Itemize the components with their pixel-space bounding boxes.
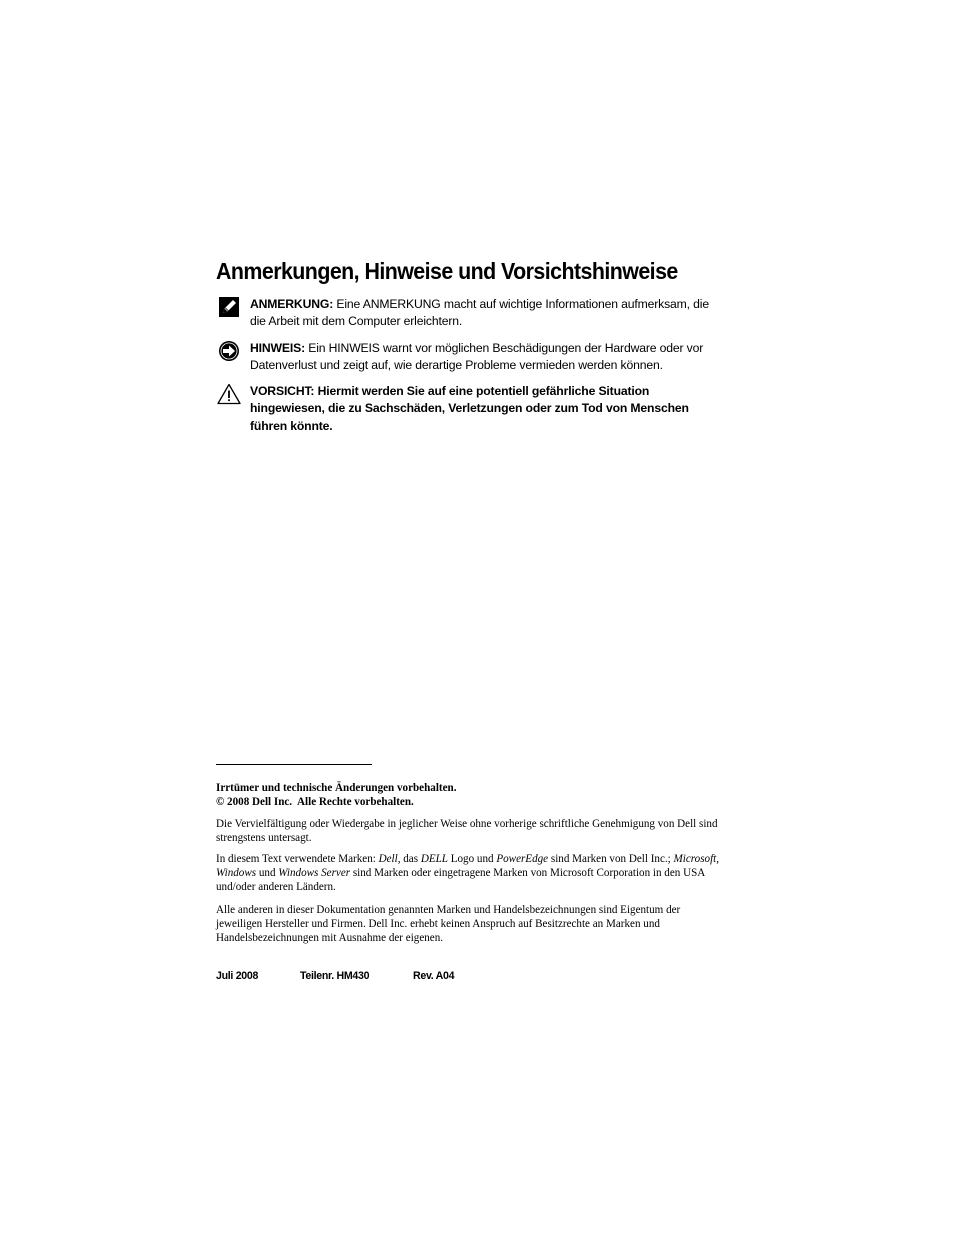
trademark-segment: sind Marken von Dell Inc.;	[548, 853, 674, 865]
note-body: Eine ANMERKUNG macht auf wichtige Informationen aufmerksam, die die Arbeit mit dem Computer erleichtern.	[250, 297, 709, 329]
notice-label: HINWEIS:	[250, 341, 305, 355]
page-title: Anmerkungen, Hinweise und Vorsichtshinweise	[216, 258, 678, 284]
other-marks-notice	[216, 903, 721, 946]
trademark-text	[216, 852, 721, 895]
trademark-segment: sind Marken oder eingetragene Marken von Microsoft Corporation in den USA und/oder anderen Ländern.	[216, 867, 705, 894]
footnote-divider	[216, 764, 372, 765]
note-text	[250, 296, 721, 331]
trademark-segment: , das	[397, 853, 421, 865]
pencil-note-icon	[216, 296, 242, 318]
trademark-microsoft: Microsoft	[673, 853, 717, 865]
reproduction-notice	[216, 817, 721, 845]
trademark-segment: In diesem Text verwendete Marken:	[216, 853, 379, 865]
notice-block	[216, 340, 721, 375]
caution-block	[216, 383, 721, 435]
caution-label: VORSICHT:	[250, 384, 315, 398]
trademark-windows-server: Windows Server	[278, 867, 351, 880]
footer-part-number: Teilenr. HM430	[300, 970, 370, 982]
trademark-dell-logo: DELL	[420, 853, 448, 865]
other-marks-text: Alle anderen in dieser Dokumentation genannten Marken und Handelsbezeichnungen sind Eigentum der jeweiligen Hersteller und Firmen. Dell Inc. erhebt keinen Anspruch auf Besitzrechte an Marken und Handelsbezeichnungen mit Ausnahme der eigenen.	[216, 904, 681, 945]
legal-header	[216, 781, 721, 809]
reproduction-text: Die Vervielfältigung oder Wiedergabe in jeglicher Weise ohne vorherige schriftliche Genehmigung von Dell sind strengstens untersagt.	[216, 818, 718, 845]
copyright-text: © 2008 Dell Inc. Alle Rechte vorbehalten.	[216, 796, 414, 809]
footer-date: Juli 2008	[216, 970, 259, 982]
warning-triangle-icon	[216, 383, 242, 405]
arrow-circle-icon	[216, 340, 242, 362]
trademark-segment: und	[256, 867, 279, 880]
disclaimer-text: Irrtümer und technische Änderungen vorbehalten.	[216, 782, 457, 794]
notice-body: Ein HINWEIS warnt vor möglichen Beschädigungen der Hardware oder vor Datenverlust und zeigt auf, wie derartige Probleme vermieden werden können.	[250, 341, 704, 373]
trademark-notice	[216, 852, 721, 895]
caution-body: Hiermit werden Sie auf eine potentiell gefährliche Situation hingewiesen, die zu Sachschäden, Verletzungen oder zum Tod von Menschen führen könnte.	[250, 384, 689, 433]
trademark-dell: Dell	[378, 853, 398, 865]
note-label: ANMERKUNG:	[250, 297, 334, 311]
notice-text	[250, 340, 721, 375]
trademark-windows: Windows	[216, 867, 257, 880]
trademark-poweredge: PowerEdge	[496, 853, 549, 865]
trademark-segment: Logo und	[447, 853, 497, 865]
trademark-segment: ,	[716, 853, 720, 865]
note-block	[216, 296, 721, 331]
footer-revision: Rev. A04	[413, 970, 455, 982]
caution-text	[250, 383, 721, 435]
